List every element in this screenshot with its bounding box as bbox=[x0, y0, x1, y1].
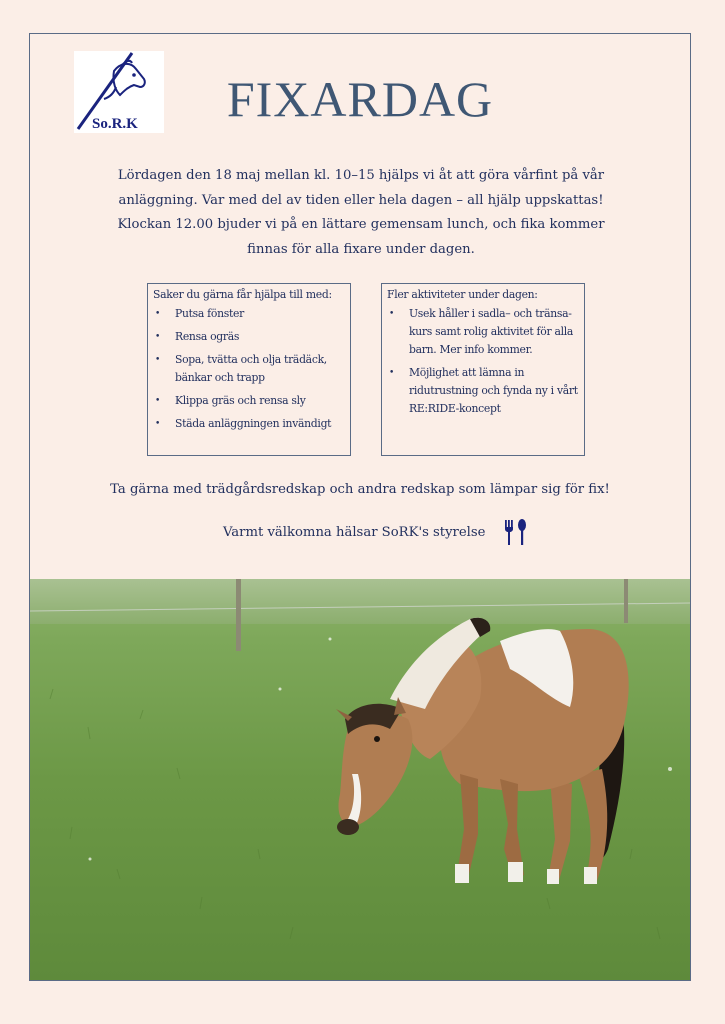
welcome-line bbox=[223, 518, 529, 546]
list-item: • Putsa fönster bbox=[155, 307, 244, 320]
intro-text: Lördagen den 18 maj mellan kl. 10–15 hjälps vi åt att göra vårfint på vår anläggning. Var med del av tiden eller hela dagen – all hjälp uppskattas! Klockan 12.00 bjuder vi på en lättare gemensam lunch, och fika kommer finnas för alla fixare under dagen. bbox=[117, 168, 605, 257]
horse-photo bbox=[30, 579, 691, 981]
poster-title: FIXARDAG bbox=[226, 71, 494, 127]
list-item: • Städa anläggningen invändigt bbox=[155, 417, 332, 430]
fork-spoon-icon bbox=[503, 518, 529, 546]
list-item: • Sopa, tvätta och olja trädäck, bänkar och trapp bbox=[155, 353, 327, 384]
activities-list bbox=[387, 305, 579, 418]
list-item: • Möjlighet att lämna in ridutrustning och fynda ny i vårt RE:RIDE-koncept bbox=[389, 366, 578, 415]
list-item: • Klippa gräs och rensa sly bbox=[155, 394, 306, 407]
bring-tools-text: Ta gärna med trädgårdsredskap och andra redskap som lämpar sig för fix! bbox=[110, 482, 610, 497]
welcome-text: Varmt välkomna hälsar SoRK's styrelse bbox=[223, 524, 486, 540]
list-item: • Rensa ogräs bbox=[155, 330, 240, 343]
activities-box bbox=[381, 283, 585, 456]
list-item: • Usek håller i sadla– och tränsa-kurs samt rolig aktivitet för alla barn. Mer info kommer. bbox=[389, 307, 574, 356]
logo-text: So.R.K bbox=[92, 116, 138, 132]
poster-frame bbox=[29, 33, 691, 981]
help-box bbox=[147, 283, 351, 456]
help-box-heading: Saker du gärna får hjälpa till med: bbox=[153, 288, 332, 301]
activities-box-heading: Fler aktiviteter under dagen: bbox=[387, 288, 538, 301]
help-list bbox=[153, 305, 345, 433]
